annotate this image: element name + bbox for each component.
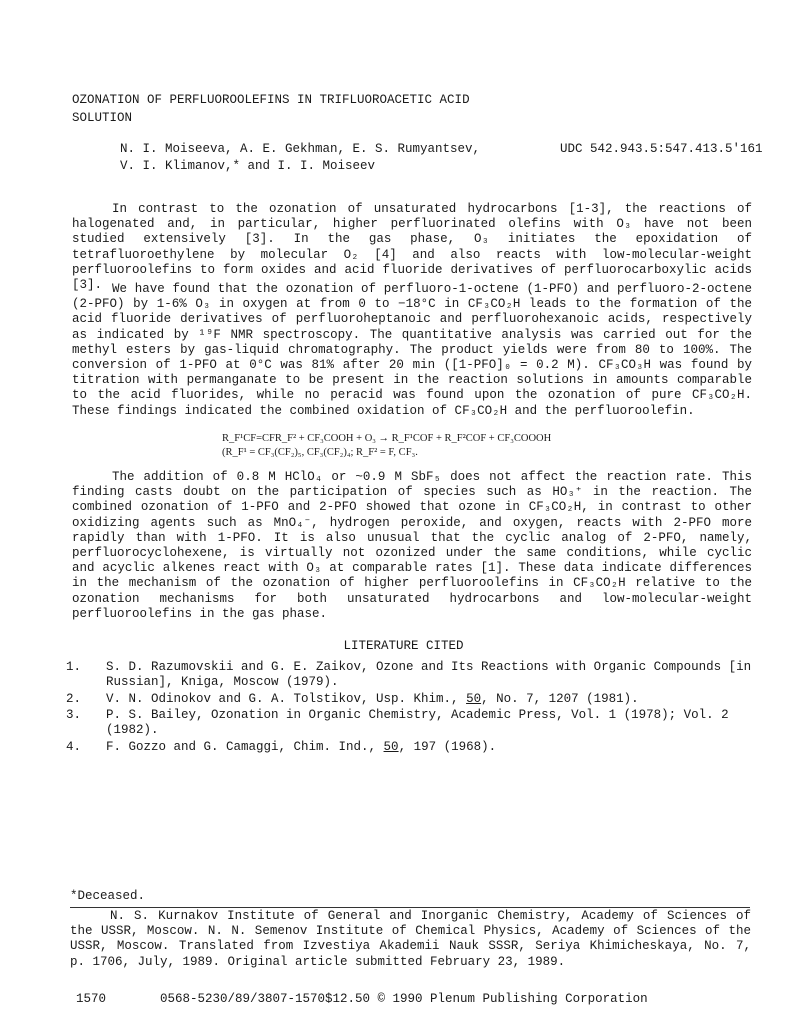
udc-code: UDC 542.943.5:547.413.5'161 (560, 142, 763, 156)
reference-item (66, 692, 756, 707)
paragraph-discussion: The addition of 0.8 M HClO₄ or ~0.9 M SbF₅ does not affect the reaction rate. This finding casts doubt on the participation of species such as HO₃⁺ in the reaction. The combined ozonation of 1-PFO and 2-PFO showed that ozone in CF₃CO₂H, in contrast to other oxidizing agents such as MnO₄⁻, hydrogen peroxide, and oxygen, reacts with 2-PFO more rapidly than with 1-PFO. It is also unusual that the cyclic analog of 2-PFO, namely, perfluorocyclohexene, is virtually not ozonized under the same conditions, while cyclic and acyclic alkenes react with O₃ at comparable rates [1]. These data indicate differences in the mechanism of the ozonation of higher perfluoroolefins in CF₃CO₂H relative to the ozonation mechanisms for both unsaturated hydrocarbons and low-molecular-weight perfluoroolefins in the gas phase. (72, 470, 752, 621)
reference-text (106, 692, 756, 707)
page-number: 1570 (76, 992, 107, 1006)
footnote-divider (70, 907, 750, 908)
reference-item (66, 708, 756, 738)
reference-volume: 50 (383, 739, 399, 754)
affiliation-note: N. S. Kurnakov Institute of General and Inorganic Chemistry, Academy of Sciences of the USSR, Moscow. N. N. Semenov Institute of Chemical Physics, Academy of Sciences of the USSR, Moscow. Translated from Izvestiya Akademii Nauk SSSR, Seriya Khimicheskaya, No. 7, p. 1706, July, 1989. Original article submitted February 23, 1989. (70, 909, 751, 969)
author-list (120, 141, 480, 175)
paragraph-findings: We have found that the ozonation of perfluoro-1-octene (1-PFO) and perfluoro-2-octene (2-PFO) by 1-6% O₃ in oxygen at from 0 to −18°C in CF₃CO₂H leads to the formation of the acid fluoride derivatives of perfluoroheptanoic and perfluorohexanoic acids, respectively as indicated by ¹⁹F NMR spectroscopy. The quantitative analysis was carried out for the methyl esters by gas-liquid chromatography. The product yields were from 80 to 100%. The conversion of 1-PFO at 0°C was 81% after 20 min ([1-PFO]₀ = 0.2 M). CF₃CO₃H was found by titration with permanganate to be present in the reaction solutions in amounts comparable to the acid fluorides, while no peracid was found upon the ozonation of pure CF₃CO₂H. These findings indicated the combined oxidation of CF₃CO₂H and the perfluoroolefin. (72, 282, 752, 418)
author-line-2: V. I. Klimanov,* and I. I. Moiseev (120, 159, 376, 173)
reference-text: S. D. Razumovskii and G. E. Zaikov, Ozone and Its Reactions with Organic Compounds [in Russian], Kniga, Moscow (1979). (106, 660, 752, 689)
reference-text-post: , No. 7, 1207 (1981). (481, 691, 639, 706)
footnote-deceased: *Deceased. (70, 889, 146, 903)
reference-number: 3. (66, 708, 82, 723)
article-title (72, 91, 470, 127)
article-title-line-1: OZONATION OF PERFLUOROOLEFINS IN TRIFLUOROACETIC ACID (72, 93, 470, 107)
reference-text (106, 740, 756, 755)
publisher-code: 0568-5230/89/3807-1570$12.50 © 1990 Plenum Publishing Corporation (160, 992, 648, 1006)
reference-list (66, 660, 756, 757)
equation-line-1: R_F¹CF=CFR_F² + CF₃COOH + O₃ → R_F¹COF + R_F²COF + CF₃COOOH (222, 433, 552, 444)
equation-line-2: (R_F¹ = CF₃(CF₂)₅, CF₃(CF₂)₄; R_F² = F, CF₃. (222, 447, 418, 458)
reaction-equation (222, 432, 551, 460)
reference-volume: 50 (466, 691, 482, 706)
reference-text: P. S. Bailey, Ozonation in Organic Chemistry, Academic Press, Vol. 1 (1978); Vol. 2 (1982). (106, 708, 729, 738)
reference-item (66, 660, 756, 690)
paragraph-intro: In contrast to the ozonation of unsaturated hydrocarbons [1-3], the reactions of halogenated and, in particular, higher perfluorinated olefins with O₃ have not been studied extensively [3]. In the gas phase, O₃ initiates the epoxidation of tetrafluoroethylene by molecular O₂ [4] and also reacts with low-molecular-weight perfluoroolefins to form oxides and acid fluoride derivatives of perfluorocarboxylic acids [3]. (72, 202, 752, 293)
reference-item (66, 740, 756, 755)
reference-text-pre: F. Gozzo and G. Camaggi, Chim. Ind., (106, 739, 384, 754)
reference-number: 4. (66, 739, 82, 754)
reference-number: 1. (66, 660, 82, 674)
reference-number: 2. (66, 691, 82, 706)
reference-text-post: , 197 (1968). (398, 739, 497, 754)
article-title-line-2: SOLUTION (72, 111, 133, 125)
author-line-1: N. I. Moiseeva, A. E. Gekhman, E. S. Rumyantsev, (120, 142, 481, 156)
literature-heading: LITERATURE CITED (343, 639, 464, 653)
reference-text-pre: V. N. Odinokov and G. A. Tolstikov, Usp. Khim., (106, 691, 467, 706)
